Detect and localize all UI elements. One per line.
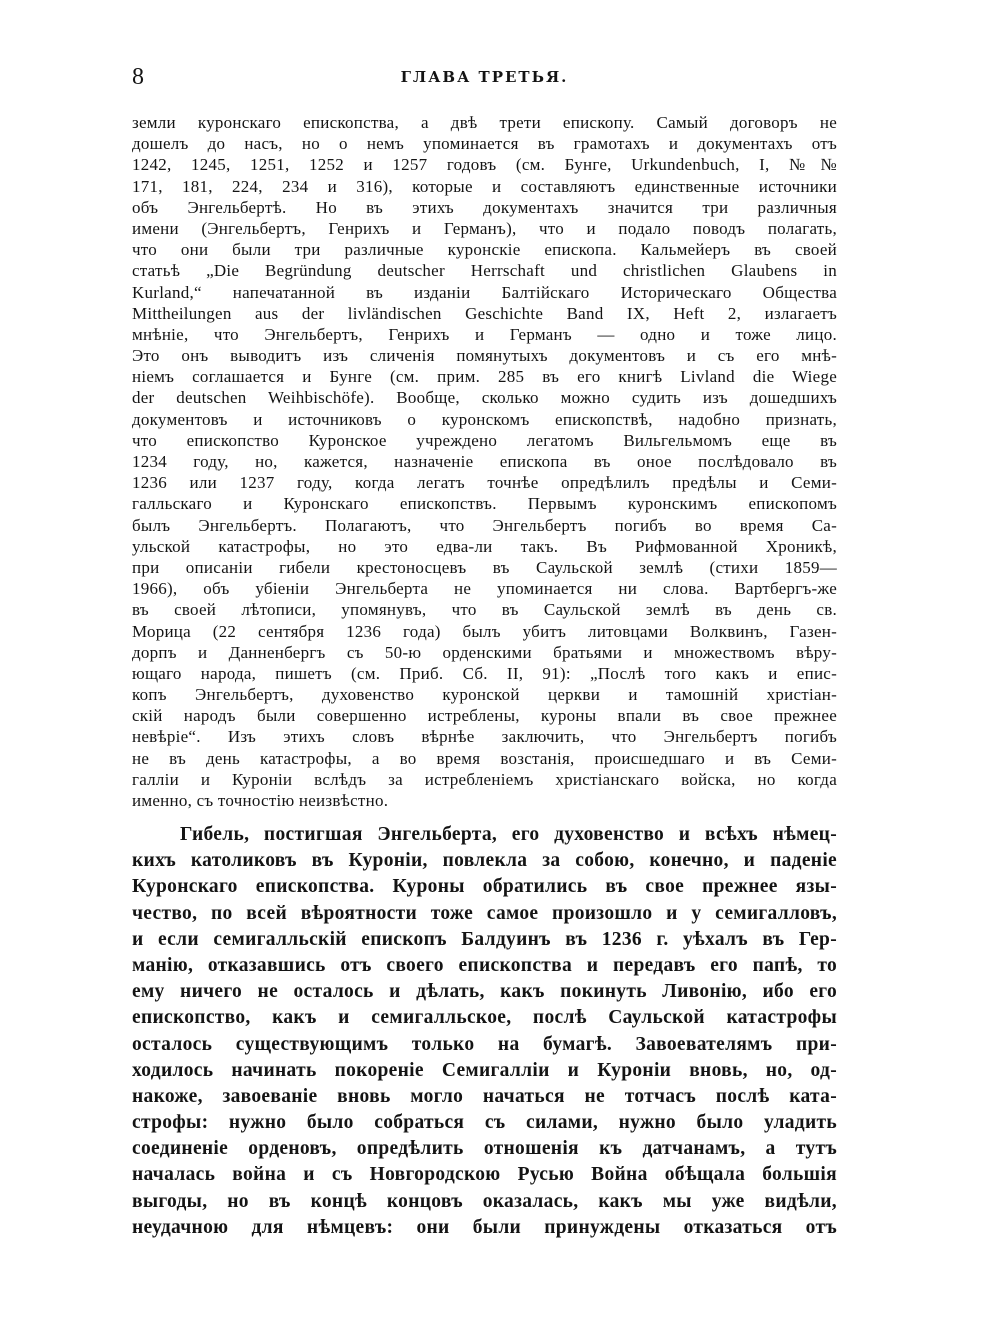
text-line: дорпъ и Данненбергъ съ 50-ю орденскими братьями и множествомъ вѣру- [132,642,837,662]
text-line: дошелъ до насъ, но о немъ упоминается въ грамотахъ и документахъ отъ [132,134,837,154]
text-line: мнѣніе, что Энгельбертъ, Генрихъ и Германъ — одно и тоже лицо. [132,324,837,344]
text-line: началась война и съ Новгородскою Русью Война обѣщала большія [132,1164,837,1186]
text-line: 171, 181, 224, 234 и 316), которые и составляютъ единственные источники [132,176,837,196]
text-line: епископство, какъ и семигалльское, послѣ Саульской катастрофы [132,1007,837,1029]
text-line: Гибель, постигшая Энгельберта, его духовенство и всѣхъ нѣмец- [180,824,837,845]
text-line: былъ Энгельбертъ. Полагаютъ, что Энгельбертъ погибъ во время Са- [132,515,837,535]
text-line: копъ Энгельбертъ, духовенство куронской церкви и тамошній христіан- [132,685,837,705]
text-line: Это онъ выводитъ изъ сличенія помянутыхъ документовъ и съ его мнѣ- [132,346,837,366]
text-line: Морица (22 сентября 1236 года) былъ убитъ литовцами Волквинъ, Газен- [132,621,837,641]
text-line: ющаго народа, пишетъ (см. Приб. Сб. II, 91): „Послѣ того какъ и епис- [132,663,837,683]
text-line: 1242, 1245, 1251, 1252 и 1257 годовъ (см. Бунге, Urkundenbuch, I, №№ [132,155,837,175]
text-line: въ своей лѣтописи, упомянувъ, что въ Саульской землѣ въ день св. [132,600,837,620]
text-line: соединеніе орденовъ, опредѣлить отношенія къ датчанамъ, а тутъ [132,1138,837,1160]
text-line: скій народъ были совершенно истреблены, куроны впали въ свое прежнее [132,706,837,726]
text-line: Kurland,“ напечатанной въ изданіи Балтійскаго Историческаго Общества [132,282,837,302]
text-line: ходилось начинать покореніе Семигалліи и Куроніи вновь, но, од- [132,1059,837,1081]
text-line: неудачною для нѣмцевъ: они были принуждены отказаться отъ [132,1216,837,1238]
text-line: именно, съ точностію неизвѣстно. [132,791,389,810]
text-line: документовъ и источниковъ о куронскомъ епископствѣ, надобно признать, [132,409,837,429]
text-line: der deutschen Weihbischöfe). Вообще, сколько можно судить изъ дошедшихъ [132,388,837,408]
text-line: галліи и Куроніи вслѣдъ за истребленіемъ христіанскаго войска, но когда [132,769,837,789]
running-title: ГЛАВА ТРЕТЬЯ. [400,68,569,86]
text-line: и если семигалльскій епископъ Балдуинъ въ 1236 г. уѣхалъ въ Гер- [132,928,837,950]
page-header [132,62,837,92]
text-line: кихъ католиковъ въ Куроніи, повлекла за собою, конечно, и паденіе [132,850,837,872]
text-line: 1236 или 1237 году, когда легатъ точнѣе опредѣлилъ предѣлы и Семи- [132,473,837,493]
text-line: выгоды, но въ концѣ концовъ оказалась, какъ мы уже видѣли, [132,1190,837,1212]
paragraph-small-print [132,112,837,811]
text-line: не въ день катастрофы, а во время возстанія, происшедшаго и въ Семи- [132,748,837,768]
text-line: чество, по всей вѣроятности тоже самое произошло и у семигалловъ, [132,902,837,924]
text-line: ніемъ соглашается и Бунге (см. прим. 285 въ его книгѣ Livland die Wiege [132,367,837,387]
text-line: что епископство Куронское учреждено легатомъ Вильгельмомъ еще въ [132,430,837,450]
text-line: 1966), объ убіеніи Энгельберта не упоминается ни слова. Вартбергъ-же [132,579,837,599]
text-line: объ Энгельбертѣ. Но въ этихъ документахъ значится три различныя [132,197,837,217]
text-line: что они были три различные куронскіе епископа. Кальмейеръ въ своей [132,240,837,260]
text-line: невѣріе“. Изъ этихъ словъ вѣрнѣе заключить, что Энгельбертъ погибъ [132,727,837,747]
text-line: при описаніи гибели крестоносцевъ въ Саульской землѣ (стихи 1859— [132,557,837,577]
text-line: осталось существующимъ только на бумагѣ. Завоевателямъ при- [132,1033,837,1055]
text-line: статьѣ „Die Begründung deutscher Herrschaft und christlichen Glaubens in [132,261,837,281]
text-line: 1234 году, но, кажется, назначеніе епископа въ оное послѣдовало въ [132,452,837,471]
text-line: земли куронскаго епископства, а двѣ трети епископу. Самый договоръ не [132,113,837,132]
page-number: 8 [132,64,144,90]
text-line: галльскаго и Куронскаго епископствъ. Первымъ куронскимъ епископомъ [132,494,837,514]
text-line: ему ничего не осталось и дѣлать, какъ покинуть Ливонію, ибо его [132,981,837,1003]
text-line: имени (Энгельбертъ, Генрихъ и Германъ), что и подало поводъ полагать, [132,218,837,238]
text-line: строфы: нужно было собраться съ силами, нужно было уладить [132,1112,837,1134]
text-line: накоже, завоеваніе вновь могло начаться не тотчасъ послѣ ката- [132,1085,837,1107]
paragraph-main-text [132,822,837,1241]
text-line: манію, отказавшись отъ своего епископства и передавъ его папѣ, то [132,954,837,976]
text-line: Куронскаго епископства. Куроны обратились въ свое прежнее язы- [132,876,837,898]
text-line: Mittheilungen aus der livländischen Geschichte Band IX, Heft 2, излагаетъ [132,303,837,323]
text-line: ульской катастрофы, но это едва-ли такъ. Въ Рифмованной Хроникѣ, [132,536,837,556]
